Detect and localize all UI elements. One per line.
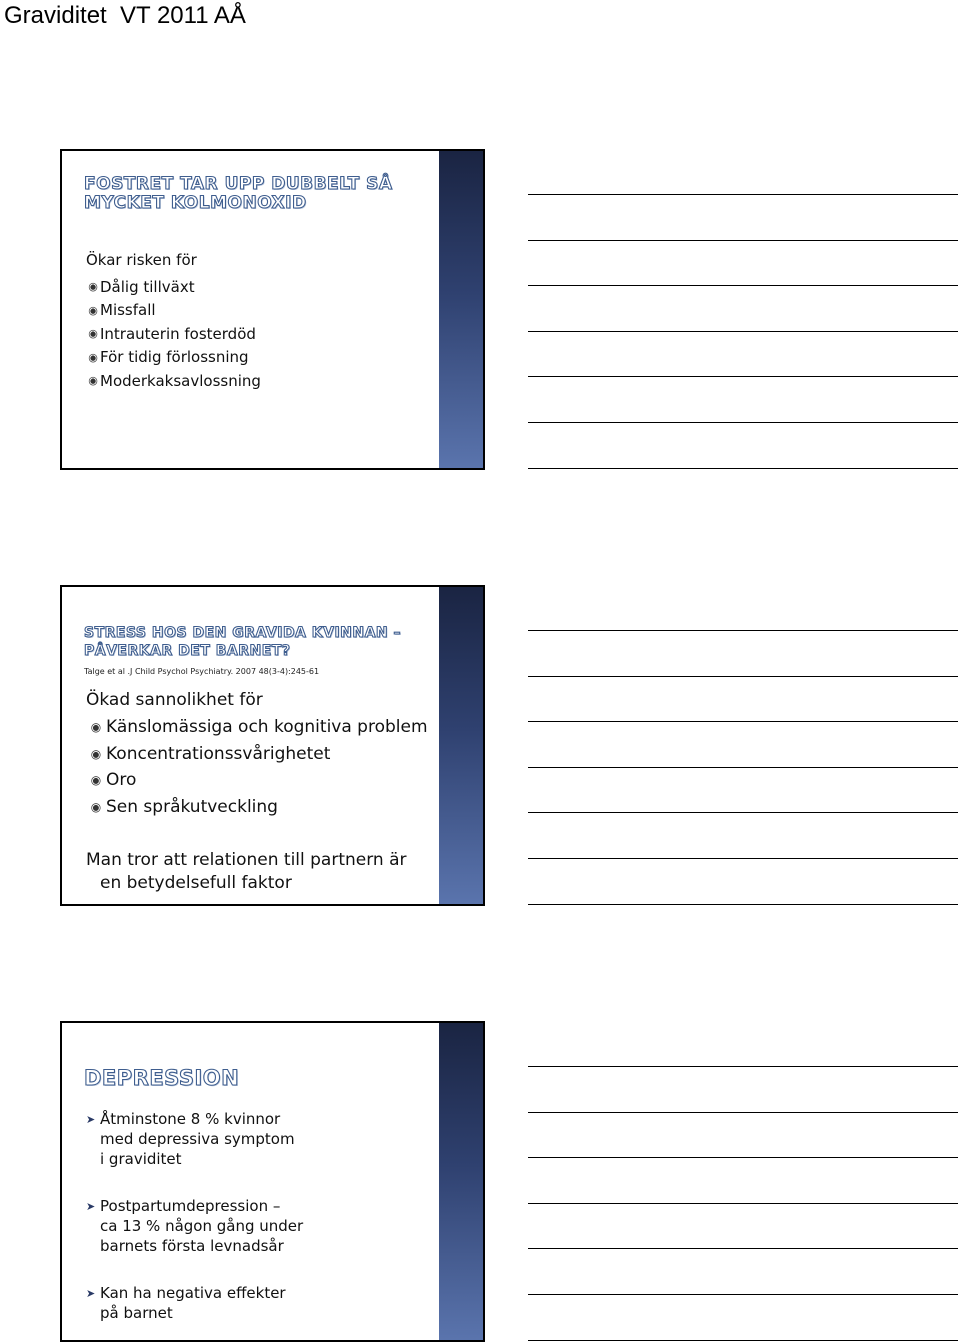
- note-line: [528, 1112, 958, 1113]
- slide-3-heading-line1: DEPRESSION: [84, 1066, 240, 1090]
- item-text: Åtminstone 8 % kvinnor med depressiva symptom i graviditet: [100, 1110, 295, 1168]
- arrow-bullet-icon: ➤: [86, 1113, 96, 1126]
- note-line: [528, 376, 958, 377]
- slide-1-heading: [84, 175, 393, 213]
- bullet-text: Oro: [106, 770, 137, 791]
- slide-2-footer-line2: en betydelsefull faktor: [100, 873, 292, 893]
- slide-2-side-bar: [439, 587, 483, 904]
- note-line: [528, 331, 958, 332]
- slide-2-bullet-list: [86, 714, 428, 820]
- list-item: [86, 346, 261, 370]
- list-item: [86, 714, 428, 741]
- note-line: [528, 240, 958, 241]
- item-text: Kan ha negativa effekter på barnet: [100, 1284, 286, 1322]
- circle-dot-icon: ◉: [90, 746, 102, 761]
- note-line: [528, 858, 958, 859]
- bullet-text: Missfall: [100, 301, 156, 320]
- list-item: [86, 1283, 303, 1323]
- note-line: [528, 1157, 958, 1158]
- slide-1: [60, 149, 485, 470]
- note-line: [528, 194, 958, 195]
- slide-1-intro: Ökar risken för: [86, 251, 197, 269]
- slide-1-heading-line1: FOSTRET TAR UPP DUBBELT SÅ: [84, 174, 393, 194]
- note-line: [528, 422, 958, 423]
- note-line: [528, 285, 958, 286]
- list-item: [86, 322, 261, 346]
- item-text: Postpartumdepression – ca 13 % någon gång under barnets första levnadsår: [100, 1197, 304, 1255]
- note-line: [528, 1294, 958, 1295]
- slide-2-footer-line1: Man tror att relationen till partnern är: [86, 850, 407, 870]
- list-item: [86, 369, 261, 393]
- slide-1-side-bar: [439, 151, 483, 468]
- arrow-bullet-icon: ➤: [86, 1200, 96, 1213]
- slide-2-heading: [84, 625, 401, 660]
- list-item: [86, 1109, 303, 1169]
- list-item: [86, 275, 261, 299]
- note-line: [528, 767, 958, 768]
- circle-dot-icon: ◉: [88, 280, 98, 294]
- slide-2-heading-line1: STRESS HOS DEN GRAVIDA KVINNAN –: [84, 625, 402, 641]
- slide-3-arrow-list: [86, 1109, 303, 1323]
- slide-3-side-bar: [439, 1023, 483, 1340]
- note-line: [528, 721, 958, 722]
- note-line: [528, 1066, 958, 1067]
- circle-dot-icon: ◉: [90, 799, 102, 814]
- list-item: [86, 741, 428, 768]
- circle-dot-icon: ◉: [88, 303, 98, 317]
- bullet-text: Intrauterin fosterdöd: [100, 324, 256, 343]
- note-line: [528, 1203, 958, 1204]
- slide-2-heading-line2: PÅVERKAR DET BARNET?: [84, 642, 291, 659]
- bullet-text: Moderkaksavlossning: [100, 371, 261, 390]
- note-line: [528, 1340, 958, 1341]
- list-item: [86, 767, 428, 794]
- slide-2-intro: Ökad sannolikhet för: [86, 690, 263, 710]
- circle-dot-icon: ◉: [88, 327, 98, 341]
- list-item: [86, 1196, 303, 1256]
- note-line: [528, 812, 958, 813]
- bullet-text: För tidig förlossning: [100, 348, 249, 367]
- note-line: [528, 630, 958, 631]
- circle-dot-icon: ◉: [90, 773, 102, 788]
- circle-dot-icon: ◉: [88, 374, 98, 388]
- arrow-bullet-icon: ➤: [86, 1287, 96, 1300]
- page-title: Graviditet VT 2011 AÅ: [4, 2, 246, 29]
- slide-2: [60, 585, 485, 906]
- note-line: [528, 1248, 958, 1249]
- bullet-text: Dålig tillväxt: [100, 277, 195, 296]
- bullet-text: Känslomässiga och kognitiva problem: [106, 717, 428, 738]
- slide-3: [60, 1021, 485, 1342]
- circle-dot-icon: ◉: [90, 720, 102, 735]
- note-line: [528, 468, 958, 469]
- slide-2-reference: Talge et al .J Child Psychol Psychiatry. 2007 48(3-4):245-61: [84, 667, 320, 676]
- bullet-text: Sen språkutveckling: [106, 796, 278, 817]
- slide-1-bullet-list: [86, 275, 261, 393]
- list-item: [86, 299, 261, 323]
- slide-2-footer: [86, 849, 407, 895]
- note-line: [528, 676, 958, 677]
- bullet-text: Koncentrationssvårighetet: [106, 743, 331, 764]
- slide-3-heading: [84, 1067, 239, 1091]
- circle-dot-icon: ◉: [88, 350, 98, 364]
- list-item: [86, 794, 428, 821]
- slide-1-heading-line2: MYCKET KOLMONOXID: [84, 193, 307, 214]
- note-line: [528, 904, 958, 905]
